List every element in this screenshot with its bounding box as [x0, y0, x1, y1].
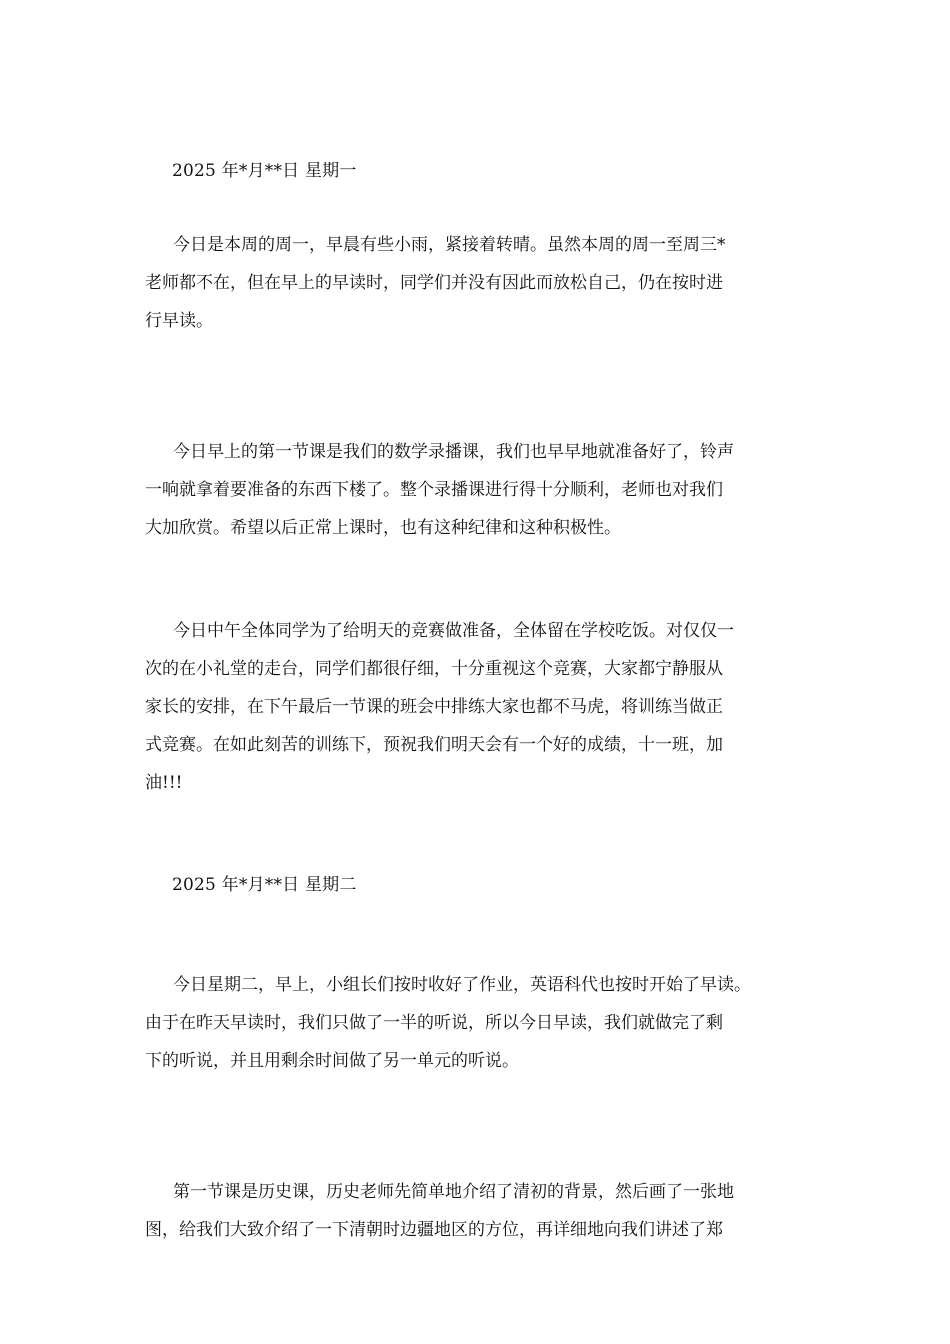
paragraph-line: 由于在昨天早读时，我们只做了一半的听说，所以今日早读，我们就做完了剩 — [145, 1013, 723, 1033]
paragraph — [145, 433, 825, 547]
paragraph — [145, 612, 825, 802]
paragraph-line: 家长的安排，在下午最后一节课的班会中排练大家也都不马虎，将训练当做正 — [145, 697, 723, 717]
paragraph — [145, 226, 825, 340]
entry-date: 2025 年*月**日 星期二 — [172, 875, 357, 895]
paragraph-line: 一响就拿着要准备的东西下楼了。整个录播课进行得十分顺利，老师也对我们 — [145, 480, 723, 500]
paragraph-line: 今日星期二，早上，小组长们按时收好了作业，英语科代也按时开始了早读。 — [173, 975, 751, 995]
paragraph-line: 老师都不在，但在早上的早读时，同学们并没有因此而放松自己，仍在按时进 — [145, 273, 723, 293]
paragraph-line: 今日是本周的周一，早晨有些小雨，紧接着转晴。虽然本周的周一至周三* — [173, 235, 726, 255]
paragraph-line: 今日中午全体同学为了给明天的竞赛做准备，全体留在学校吃饭。对仅仅一 — [173, 621, 734, 641]
paragraph-line: 今日早上的第一节课是我们的数学录播课，我们也早早地就准备好了，铃声 — [173, 442, 734, 462]
paragraph-line: 行早读。 — [145, 311, 213, 331]
paragraph-line: 图，给我们大致介绍了一下清朝时边疆地区的方位，再详细地向我们讲述了郑 — [145, 1220, 723, 1240]
paragraph-line: 式竞赛。在如此刻苦的训练下，预祝我们明天会有一个好的成绩，十一班，加 — [145, 735, 723, 755]
paragraph-line: 次的在小礼堂的走台，同学们都很仔细，十分重视这个竞赛，大家都宁静服从 — [145, 659, 723, 679]
paragraph — [145, 1173, 825, 1249]
paragraph-line: 下的听说，并且用剩余时间做了另一单元的听说。 — [145, 1051, 519, 1071]
paragraph-line: 第一节课是历史课，历史老师先简单地介绍了清初的背景，然后画了一张地 — [173, 1182, 734, 1202]
entry-date: 2025 年*月**日 星期一 — [172, 161, 357, 181]
paragraph-line: 油!!! — [145, 773, 183, 793]
paragraph-line: 大加欣赏。希望以后正常上课时，也有这种纪律和这种积极性。 — [145, 518, 621, 538]
paragraph — [145, 966, 825, 1080]
